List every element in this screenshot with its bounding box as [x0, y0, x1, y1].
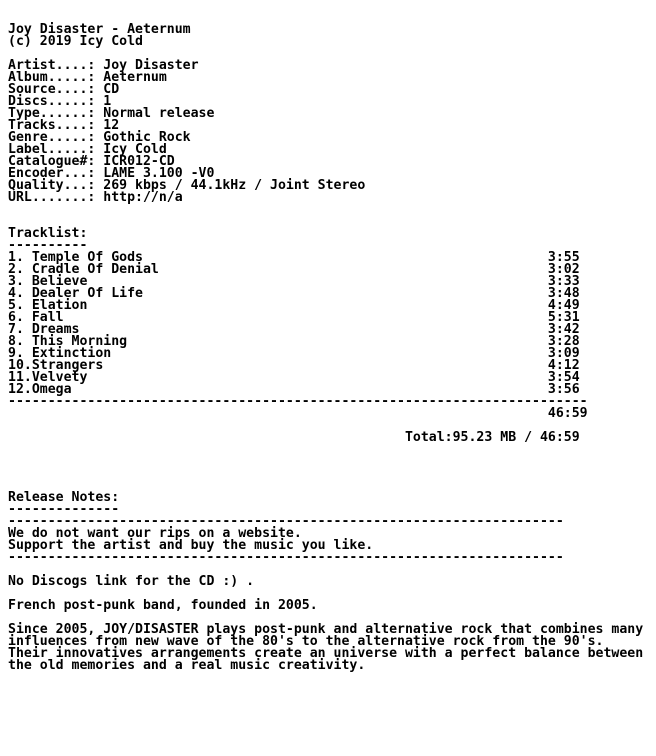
nfo-line: -------------------------------------------------------------------------	[8, 394, 588, 409]
nfo-line: Encoder...: LAME 3.100 -V0	[8, 166, 215, 181]
nfo-line: the old memories and a real music creativity.	[8, 658, 366, 673]
nfo-line: No Discogs link for the CD :) .	[8, 574, 255, 589]
nfo-line: Support the artist and buy the music you like.	[8, 538, 374, 553]
nfo-line: Type......: Normal release	[8, 106, 215, 121]
nfo-line: 46:59	[8, 406, 588, 421]
nfo-line: 4. Dealer Of Life 3:48	[8, 286, 580, 301]
nfo-line: 8. This Morning 3:28	[8, 334, 580, 349]
nfo-line: ----------	[8, 238, 88, 253]
nfo-line	[8, 204, 643, 216]
nfo-line: (c) 2019 Icy Cold	[8, 34, 143, 49]
nfo-line: French post-punk band, founded in 2005.	[8, 598, 318, 613]
nfo-line	[8, 456, 643, 468]
nfo-line: Catalogue#: ICR012-CD	[8, 154, 175, 169]
nfo-line: Album.....: Aeternum	[8, 70, 167, 85]
nfo-line: Source....: CD	[8, 82, 120, 97]
nfo-line: Their innovatives arrangements create an universe with a perfect balance between	[8, 646, 644, 661]
nfo-line: Joy Disaster - Aeternum	[8, 22, 191, 37]
nfo-line: 9. Extinction 3:09	[8, 346, 580, 361]
nfo-line	[8, 216, 643, 228]
nfo-line: 10.Strangers 4:12	[8, 358, 580, 373]
nfo-line: Total:95.23 MB / 46:59	[8, 430, 580, 445]
nfo-line: 5. Elation 4:49	[8, 298, 580, 313]
nfo-line: Genre.....: Gothic Rock	[8, 130, 191, 145]
nfo-line: ----------------------------------------------------------------------	[8, 514, 564, 529]
nfo-line: --------------	[8, 502, 120, 517]
nfo-line: Tracklist:	[8, 226, 88, 241]
nfo-line	[8, 468, 643, 480]
nfo-line: 3. Believe 3:33	[8, 274, 580, 289]
nfo-line: Quality...: 269 kbps / 44.1kHz / Joint Stereo	[8, 178, 366, 193]
nfo-line	[8, 444, 643, 456]
nfo-line: Label.....: Icy Cold	[8, 142, 167, 157]
nfo-line: 12.Omega 3:56	[8, 382, 580, 397]
nfo-line: 7. Dreams 3:42	[8, 322, 580, 337]
nfo-line: ----------------------------------------------------------------------	[8, 550, 564, 565]
nfo-line: URL.......: http://n/a	[8, 190, 183, 205]
nfo-line: 6. Fall 5:31	[8, 310, 580, 325]
nfo-line: 2. Cradle Of Denial 3:02	[8, 262, 580, 277]
nfo-line: We do not want our rips on a website.	[8, 526, 302, 541]
nfo-line: influences from new wave of the 80's to the alternative rock from the 90's.	[8, 634, 604, 649]
nfo-line: 1. Temple Of Gods 3:55	[8, 250, 580, 265]
nfo-line: 11.Velvety 3:54	[8, 370, 580, 385]
nfo-line: Tracks....: 12	[8, 118, 120, 133]
nfo-line: Since 2005, JOY/DISASTER plays post-punk and alternative rock that combines many	[8, 622, 644, 637]
nfo-line: Discs.....: 1	[8, 94, 112, 109]
nfo-line: Release Notes:	[8, 490, 120, 505]
nfo-line: Artist....: Joy Disaster	[8, 58, 199, 73]
nfo-text-document	[8, 24, 643, 672]
